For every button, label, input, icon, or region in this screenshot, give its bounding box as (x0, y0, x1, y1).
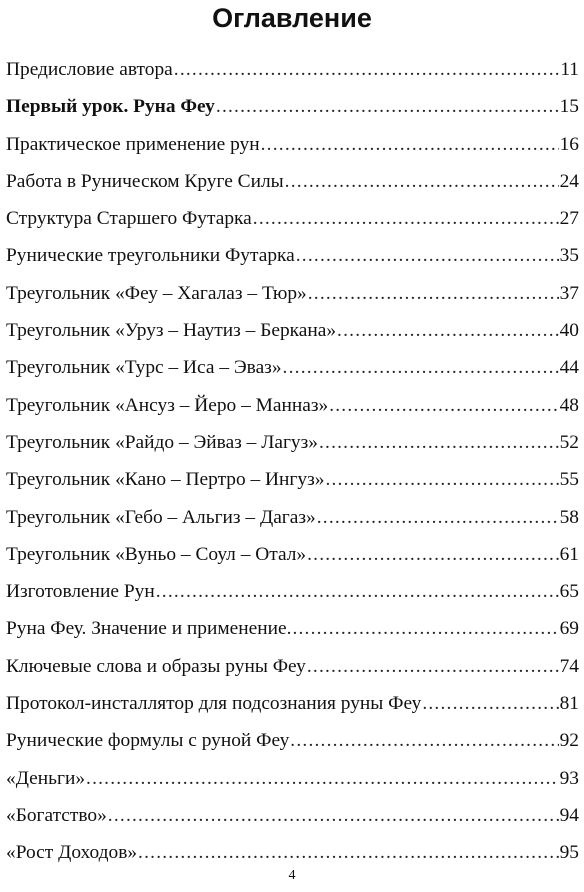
toc-entry[interactable] (6, 797, 579, 834)
toc-entry[interactable] (6, 648, 579, 685)
toc-entry[interactable] (6, 312, 579, 349)
toc-entry-title: Рунические треугольники Футарка (6, 245, 295, 267)
dot-leader (296, 237, 559, 274)
toc-entry-page: 16 (559, 133, 579, 155)
toc-entry-page: 11 (560, 59, 579, 80)
toc-entry-title: Рунические формулы с руной Феу (6, 730, 290, 752)
toc-entry-title: Работа в Руническом Круге Силы (6, 170, 284, 192)
toc-entry-title: Треугольник «Кано – Пертро – Ингуз» (6, 469, 325, 491)
toc-entry-page: 24 (559, 170, 579, 192)
toc-entry[interactable] (6, 88, 579, 125)
toc-entry-title: Структура Старшего Футарка (6, 208, 252, 230)
toc-entry-page: 15 (559, 96, 579, 118)
toc-entry-page: 35 (559, 245, 579, 267)
toc-entry-page: 52 (559, 431, 579, 453)
toc-entry-page: 48 (559, 394, 579, 416)
dot-leader (307, 648, 559, 685)
dot-leader (216, 88, 559, 125)
toc-entry-page: 61 (559, 543, 579, 565)
toc-entry-page: 40 (559, 320, 579, 342)
toc-entry-title: Треугольник «Турс – Иса – Эваз» (6, 357, 282, 379)
toc-entry[interactable] (6, 163, 579, 200)
dot-leader (108, 797, 559, 834)
toc-entry[interactable] (6, 275, 579, 312)
toc-entry[interactable] (6, 387, 579, 424)
dot-leader (317, 499, 559, 536)
toc-entry[interactable] (6, 51, 579, 88)
toc-entry-page: 65 (559, 581, 579, 603)
toc-entry-title: Протокол-инсталлятор для подсознания руны Феу (6, 693, 422, 715)
dot-leader (290, 722, 558, 759)
dot-leader (308, 275, 559, 312)
toc-entry-title: Треугольник «Райдо – Эйваз – Лагуз» (6, 431, 318, 453)
toc-entry-page: 27 (559, 208, 579, 230)
toc-entry-title: Треугольник «Ансуз – Йеро – Манназ» (6, 394, 329, 416)
dot-leader (86, 760, 559, 797)
toc-entry-page: 58 (559, 506, 579, 528)
dot-leader (253, 200, 559, 237)
toc-entry[interactable] (6, 424, 579, 461)
toc-entry-title: Предисловие автора (6, 59, 173, 80)
dot-leader (329, 387, 558, 424)
toc-entry-page: 95 (559, 842, 579, 864)
toc-entry-title: Треугольник «Феу – Хагалаз – Тюр» (6, 282, 307, 304)
toc-entry-page: 55 (559, 469, 579, 491)
toc-entry[interactable] (6, 685, 579, 722)
dot-leader (307, 536, 559, 573)
toc-entry-title: Изготовление Рун (6, 581, 155, 603)
toc-entry-page: 37 (559, 282, 579, 304)
dot-leader (156, 573, 559, 610)
dot-leader (319, 424, 559, 461)
toc-entry[interactable] (6, 499, 579, 536)
toc-entry-page: 44 (559, 357, 579, 379)
dot-leader (325, 461, 558, 498)
dot-leader (337, 312, 559, 349)
toc-entry[interactable] (6, 573, 579, 610)
dot-leader (283, 349, 559, 386)
toc-entry-title: Треугольник «Гебо – Альгиз – Дагаз» (6, 506, 316, 528)
toc-entry-title: Первый урок. Руна Феу (6, 96, 215, 118)
dot-leader (422, 685, 558, 722)
dot-leader (138, 834, 559, 871)
table-of-contents (6, 51, 579, 872)
dot-leader (285, 163, 559, 200)
toc-entry-title: Ключевые слова и образы руны Феу (6, 655, 306, 677)
toc-entry[interactable] (6, 722, 579, 759)
toc-entry[interactable] (6, 610, 579, 647)
toc-entry-title: «Деньги» (6, 767, 86, 789)
toc-entry[interactable] (6, 349, 579, 386)
dot-leader (174, 51, 560, 88)
toc-entry[interactable] (6, 237, 579, 274)
toc-entry-page: 93 (559, 767, 579, 789)
dot-leader (261, 126, 559, 163)
toc-entry-title: Руна Феу. Значение и применение. (6, 618, 292, 640)
toc-entry[interactable] (6, 834, 579, 871)
toc-entry[interactable] (6, 536, 579, 573)
toc-entry-page: 94 (559, 804, 579, 826)
toc-entry-title: Треугольник «Вуньо – Соул – Отал» (6, 543, 307, 565)
toc-entry[interactable] (6, 126, 579, 163)
page-number: 4 (288, 868, 296, 883)
toc-entry-title: «Богатство» (6, 804, 107, 826)
toc-entry-title: Практическое применение рун (6, 133, 260, 155)
toc-entry-page: 81 (559, 693, 579, 715)
toc-entry-title: Треугольник «Уруз – Наутиз – Беркана» (6, 320, 337, 342)
page-title: Оглавление (212, 3, 372, 33)
toc-entry[interactable] (6, 200, 579, 237)
toc-entry[interactable] (6, 760, 579, 797)
toc-entry-page: 92 (559, 730, 579, 752)
toc-entry-page: 69 (559, 618, 579, 640)
toc-entry[interactable] (6, 461, 579, 498)
dot-leader (292, 610, 558, 647)
toc-entry-page: 74 (559, 655, 579, 677)
toc-entry-title: «Рост Доходов» (6, 842, 138, 864)
